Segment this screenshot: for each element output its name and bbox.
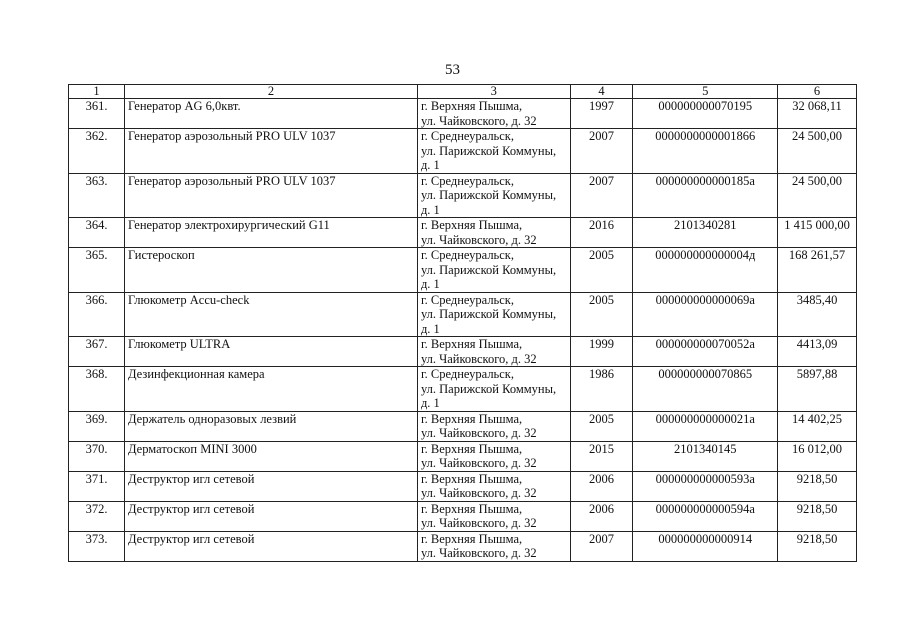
item-address bbox=[417, 367, 570, 412]
address-line: ул. Чайковского, д. 32 bbox=[420, 351, 537, 366]
table-row bbox=[69, 173, 857, 218]
address-line: ул. Чайковского, д. 32 bbox=[420, 426, 537, 440]
item-cost: 24 500,00 bbox=[778, 173, 857, 218]
row-number: 365. bbox=[69, 248, 125, 293]
item-year: 2005 bbox=[570, 248, 633, 293]
column-header-3: 3 bbox=[417, 85, 570, 99]
item-year: 2005 bbox=[570, 292, 633, 337]
table-row bbox=[69, 337, 857, 367]
address-line: г. Верхняя Пышма, bbox=[420, 337, 523, 351]
item-name: Генератор аэрозольный PRO ULV 1037 bbox=[125, 129, 418, 174]
address-line: г. Среднеуральск, bbox=[420, 292, 515, 307]
address-line: ул. Парижской Коммуны, bbox=[420, 143, 557, 158]
item-address bbox=[417, 531, 570, 561]
item-address bbox=[417, 218, 570, 248]
address-line: ул. Чайковского, д. 32 bbox=[420, 456, 537, 470]
table-row bbox=[69, 292, 857, 337]
address-line: ул. Парижской Коммуны, bbox=[420, 381, 557, 396]
page-number: 53 bbox=[445, 62, 460, 78]
item-name: Деструктор игл сетевой bbox=[125, 531, 418, 561]
item-cost: 14 402,25 bbox=[778, 411, 857, 441]
address-line: г. Верхняя Пышма, bbox=[420, 99, 523, 113]
address-line: г. Среднеуральск, bbox=[420, 248, 515, 262]
item-address bbox=[417, 292, 570, 337]
item-name: Дерматоскоп MINI 3000 bbox=[125, 441, 418, 471]
item-address bbox=[417, 501, 570, 531]
column-header-5: 5 bbox=[633, 85, 778, 99]
table-row bbox=[69, 129, 857, 174]
address-line: д. 1 bbox=[420, 321, 440, 336]
item-year: 1997 bbox=[570, 99, 633, 129]
item-year: 2015 bbox=[570, 441, 633, 471]
item-name: Генератор аэрозольный PRO ULV 1037 bbox=[125, 173, 418, 218]
row-number: 371. bbox=[69, 471, 125, 501]
inventory-number: 000000000000021а bbox=[633, 411, 778, 441]
address-line: г. Верхняя Пышма, bbox=[420, 531, 523, 546]
item-year: 2007 bbox=[570, 173, 633, 218]
address-line: ул. Чайковского, д. 32 bbox=[420, 232, 537, 247]
item-address bbox=[417, 441, 570, 471]
address-line: ул. Парижской Коммуны, bbox=[420, 307, 557, 321]
item-name: Держатель одноразовых лезвий bbox=[125, 411, 418, 441]
item-year: 1999 bbox=[570, 337, 633, 367]
item-address bbox=[417, 99, 570, 129]
table-row bbox=[69, 367, 857, 412]
address-line: д. 1 bbox=[420, 396, 440, 410]
item-year: 2006 bbox=[570, 501, 633, 531]
address-line: г. Среднеуральск, bbox=[420, 129, 515, 143]
item-name: Деструктор игл сетевой bbox=[125, 471, 418, 501]
inventory-number: 2101340281 bbox=[633, 218, 778, 248]
address-line: д. 1 bbox=[420, 158, 440, 172]
inventory-number: 000000000000004д bbox=[633, 248, 778, 293]
row-number: 368. bbox=[69, 367, 125, 412]
address-line: г. Верхняя Пышма, bbox=[420, 218, 523, 232]
item-name: Глюкометр ULTRA bbox=[125, 337, 418, 367]
item-year: 2006 bbox=[570, 471, 633, 501]
table-row bbox=[69, 411, 857, 441]
inventory-number: 0000000000001866 bbox=[633, 129, 778, 174]
item-cost: 4413,09 bbox=[778, 337, 857, 367]
row-number: 369. bbox=[69, 411, 125, 441]
address-line: ул. Чайковского, д. 32 bbox=[420, 113, 537, 128]
inventory-number: 000000000000069а bbox=[633, 292, 778, 337]
row-number: 373. bbox=[69, 531, 125, 561]
address-line: д. 1 bbox=[420, 277, 440, 291]
row-number: 362. bbox=[69, 129, 125, 174]
item-year: 1986 bbox=[570, 367, 633, 412]
inventory-number: 000000000070195 bbox=[633, 99, 778, 129]
column-header-4: 4 bbox=[570, 85, 633, 99]
item-name: Генератор AG 6,0квт. bbox=[125, 99, 418, 129]
inventory-number: 000000000070865 bbox=[633, 367, 778, 412]
property-table bbox=[68, 84, 857, 562]
address-line: д. 1 bbox=[420, 202, 440, 217]
table-row bbox=[69, 441, 857, 471]
item-cost: 5897,88 bbox=[778, 367, 857, 412]
inventory-number: 000000000070052а bbox=[633, 337, 778, 367]
row-number: 370. bbox=[69, 441, 125, 471]
item-name: Гистероскоп bbox=[125, 248, 418, 293]
item-name: Генератор электрохирургический G11 bbox=[125, 218, 418, 248]
row-number: 366. bbox=[69, 292, 125, 337]
table-row bbox=[69, 531, 857, 561]
item-cost: 32 068,11 bbox=[778, 99, 857, 129]
item-cost: 9218,50 bbox=[778, 501, 857, 531]
item-cost: 24 500,00 bbox=[778, 129, 857, 174]
table-row bbox=[69, 501, 857, 531]
item-cost: 3485,40 bbox=[778, 292, 857, 337]
address-line: ул. Чайковского, д. 32 bbox=[420, 486, 537, 500]
address-line: г. Верхняя Пышма, bbox=[420, 411, 523, 426]
item-name: Деструктор игл сетевой bbox=[125, 501, 418, 531]
item-cost: 9218,50 bbox=[778, 531, 857, 561]
table-row bbox=[69, 471, 857, 501]
item-name: Дезинфекционная камера bbox=[125, 367, 418, 412]
column-header-1: 1 bbox=[69, 85, 125, 99]
row-number: 364. bbox=[69, 218, 125, 248]
inventory-number: 000000000000914 bbox=[633, 531, 778, 561]
item-year: 2016 bbox=[570, 218, 633, 248]
item-year: 2005 bbox=[570, 411, 633, 441]
item-address bbox=[417, 471, 570, 501]
table-row bbox=[69, 99, 857, 129]
row-number: 361. bbox=[69, 99, 125, 129]
item-address bbox=[417, 337, 570, 367]
item-address bbox=[417, 173, 570, 218]
inventory-number: 000000000000593а bbox=[633, 471, 778, 501]
inventory-number: 2101340145 bbox=[633, 441, 778, 471]
table-body bbox=[69, 99, 857, 562]
inventory-number: 000000000000185а bbox=[633, 173, 778, 218]
item-cost: 168 261,57 bbox=[778, 248, 857, 293]
table-row bbox=[69, 248, 857, 293]
address-line: ул. Чайковского, д. 32 bbox=[420, 546, 537, 560]
row-number: 367. bbox=[69, 337, 125, 367]
address-line: ул. Чайковского, д. 32 bbox=[420, 516, 537, 530]
address-line: г. Среднеуральск, bbox=[420, 173, 515, 188]
address-line: г. Верхняя Пышма, bbox=[420, 471, 523, 486]
row-number: 363. bbox=[69, 173, 125, 218]
column-header-2: 2 bbox=[125, 85, 418, 99]
address-line: г. Среднеуральск, bbox=[420, 367, 515, 381]
item-year: 2007 bbox=[570, 129, 633, 174]
item-address bbox=[417, 129, 570, 174]
item-cost: 1 415 000,00 bbox=[778, 218, 857, 248]
inventory-number: 000000000000594а bbox=[633, 501, 778, 531]
table-header-row bbox=[69, 85, 857, 99]
address-line: г. Верхняя Пышма, bbox=[420, 441, 523, 456]
column-header-6: 6 bbox=[778, 85, 857, 99]
row-number: 372. bbox=[69, 501, 125, 531]
table-row bbox=[69, 218, 857, 248]
item-address bbox=[417, 248, 570, 293]
address-line: ул. Парижской Коммуны, bbox=[420, 262, 557, 277]
address-line: ул. Парижской Коммуны, bbox=[420, 188, 557, 202]
item-cost: 9218,50 bbox=[778, 471, 857, 501]
address-line: г. Верхняя Пышма, bbox=[420, 501, 523, 516]
item-year: 2007 bbox=[570, 531, 633, 561]
item-cost: 16 012,00 bbox=[778, 441, 857, 471]
item-address bbox=[417, 411, 570, 441]
item-name: Глюкометр Accu-check bbox=[125, 292, 418, 337]
